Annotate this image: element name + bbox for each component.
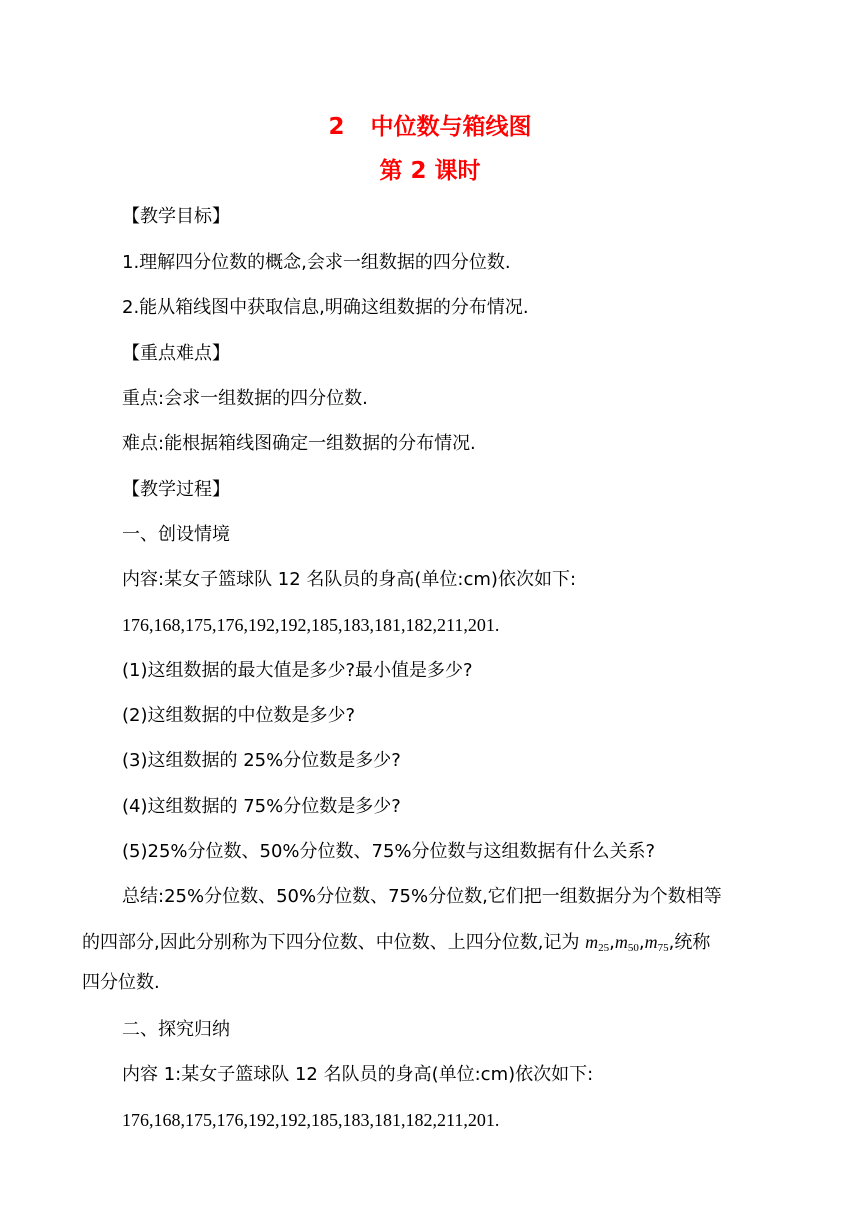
lesson-title: 第 2 课时	[379, 158, 481, 184]
summary-line-1: 总结:25%分位数、50%分位数、75%分位数,它们把一组数据分为个数相等	[122, 886, 722, 907]
objective-1: 1.理解四分位数的概念,会求一组数据的四分位数.	[122, 252, 511, 273]
summary-line-2: 的四部分,因此分别称为下四分位数、中位数、上四分位数,记为 $m_{25},m_{50},m_{75}$,统称	[82, 932, 711, 954]
m25-symbol: $m_{25}$	[585, 932, 610, 954]
m50-symbol: $m_{50}$	[614, 932, 639, 954]
process-heading: 【教学过程】	[122, 479, 230, 500]
question-1: (1)这组数据的最大值是多少?最小值是多少?	[122, 660, 473, 681]
question-2: (2)这组数据的中位数是多少?	[122, 705, 356, 726]
summary-text-a: 的四部分,因此分别称为下四分位数、中位数、上四分位数,记为	[82, 932, 586, 953]
objective-2: 2.能从箱线图中获取信息,明确这组数据的分布情况.	[122, 297, 529, 318]
m75-symbol: $m_{75}$	[644, 932, 669, 954]
question-3: (3)这组数据的 25%分位数是多少?	[122, 750, 401, 771]
question-4: (4)这组数据的 75%分位数是多少?	[122, 796, 401, 817]
data-line-2: 176,168,175,176,192,192,185,183,181,182,211,201.	[122, 1110, 500, 1130]
part-1-heading: 一、创设情境	[122, 524, 230, 545]
data-line: 176,168,175,176,192,192,185,183,181,182,211,201.	[122, 615, 500, 635]
section-title	[0, 112, 860, 142]
part-2-heading: 二、探究归纳	[122, 1019, 230, 1040]
key-point: 重点:会求一组数据的四分位数.	[122, 388, 368, 409]
content-intro: 内容:某女子篮球队 12 名队员的身高(单位:cm)依次如下:	[122, 569, 577, 590]
summary-line-3: 四分位数.	[82, 972, 160, 993]
difficult-point: 难点:能根据箱线图确定一组数据的分布情况.	[122, 433, 476, 454]
section-name: 中位数与箱线图	[370, 114, 532, 140]
question-5: (5)25%分位数、50%分位数、75%分位数与这组数据有什么关系?	[122, 841, 656, 862]
content-1-intro: 内容 1:某女子篮球队 12 名队员的身高(单位:cm)依次如下:	[122, 1064, 594, 1085]
section-number: 2	[328, 114, 345, 140]
objectives-heading: 【教学目标】	[122, 206, 230, 227]
summary-text-b: ,统称	[668, 932, 711, 953]
key-points-heading: 【重点难点】	[122, 343, 230, 364]
